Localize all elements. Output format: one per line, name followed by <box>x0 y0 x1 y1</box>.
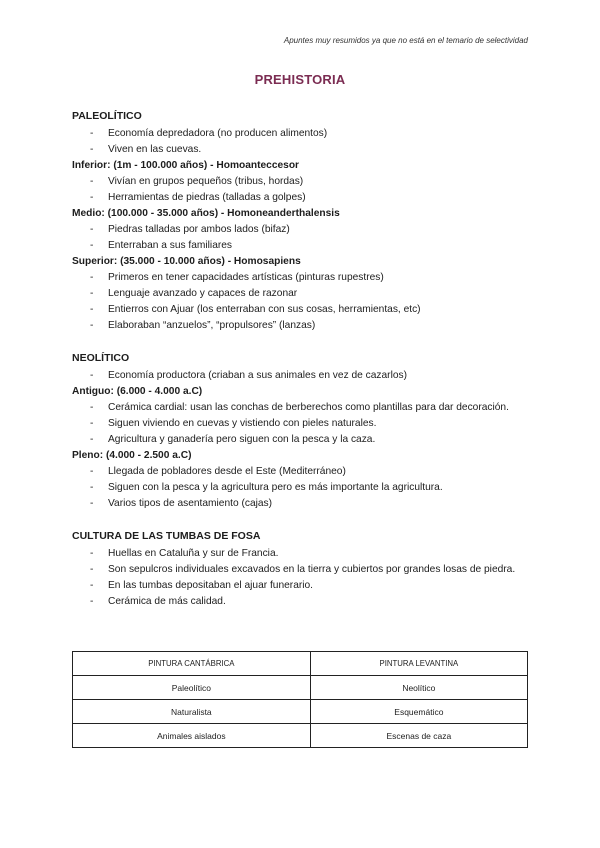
list-item: - Siguen viviendo en cuevas y vistiendo con pieles naturales. <box>72 416 528 432</box>
header-note: Apuntes muy resumidos ya que no está en el temario de selectividad <box>283 36 528 45</box>
list-item: - Piedras talladas por ambos lados (bifaz) <box>72 222 528 238</box>
list-item: - Siguen con la pesca y la agricultura pero es más importante la agricultura. <box>72 480 528 496</box>
list-item: - Primeros en tener capacidades artísticas (pinturas rupestres) <box>72 270 528 286</box>
table-header-cell: PINTURA LEVANTINA <box>310 652 527 676</box>
list-item: - Cerámica cardial: usan las conchas de berberechos como plantillas para dar decoración. <box>72 400 528 416</box>
subperiod-label: Inferior: (1m - 100.000 años) - Homoanteccesor <box>72 160 300 171</box>
table-cell: Esquemático <box>310 700 527 724</box>
table-header-cell: PINTURA CANTÁBRICA <box>73 652 311 676</box>
subperiod-label: Antiguo: (6.000 - 4.000 a.C) <box>72 386 203 397</box>
table-cell: Animales aislados <box>73 724 311 748</box>
bullet-list <box>72 126 528 158</box>
table-row <box>73 676 528 700</box>
section-tumbas-de-fosa <box>72 526 528 610</box>
subperiod-label: Superior: (35.000 - 10.000 años) - Homosapiens <box>72 256 301 267</box>
list-item: - Huellas en Cataluña y sur de Francia. <box>72 546 528 562</box>
bullet-list <box>72 174 528 206</box>
document-body <box>72 106 528 624</box>
section-neolitico <box>72 348 528 512</box>
list-item: - Cerámica de más calidad. <box>72 594 528 610</box>
list-item: - Economía productora (criaban a sus animales en vez de cazarlos) <box>72 368 528 384</box>
table-row <box>73 724 528 748</box>
list-item: - Llegada de pobladores desde el Este (Mediterráneo) <box>72 464 528 480</box>
table-header-row <box>73 652 528 676</box>
bullet-list <box>72 270 528 334</box>
list-item: - Economía depredadora (no producen alimentos) <box>72 126 528 142</box>
bullet-list <box>72 464 528 512</box>
comparison-table <box>72 651 528 748</box>
page-title: PREHISTORIA <box>254 72 346 87</box>
list-item: - Entierros con Ajuar (los enterraban con sus cosas, herramientas, etc) <box>72 302 528 318</box>
list-item: - Elaboraban “anzuelos”, “propulsores” (lanzas) <box>72 318 528 334</box>
bullet-list <box>72 546 528 610</box>
list-item: - Enterraban a sus familiares <box>72 238 528 254</box>
list-item: - Son sepulcros individuales excavados en la tierra y cubiertos por grandes losas de piedra. <box>72 562 528 578</box>
table-cell: Neolítico <box>310 676 527 700</box>
table-row <box>73 700 528 724</box>
list-item: - Viven en las cuevas. <box>72 142 528 158</box>
list-item: - Herramientas de piedras (talladas a golpes) <box>72 190 528 206</box>
bullet-list <box>72 400 528 448</box>
subperiod-label: Medio: (100.000 - 35.000 años) - Homoneanderthalensis <box>72 208 340 219</box>
bullet-list <box>72 222 528 254</box>
bullet-list <box>72 368 528 384</box>
section-heading: CULTURA DE LAS TUMBAS DE FOSA <box>72 530 261 542</box>
table-cell: Paleolítico <box>73 676 311 700</box>
list-item: - Varios tipos de asentamiento (cajas) <box>72 496 528 512</box>
table-cell: Naturalista <box>73 700 311 724</box>
section-paleolitico <box>72 106 528 334</box>
list-item: - Agricultura y ganadería pero siguen con la pesca y la caza. <box>72 432 528 448</box>
section-heading: NEOLÍTICO <box>72 352 130 364</box>
subperiod-label: Pleno: (4.000 - 2.500 a.C) <box>72 450 192 461</box>
table-cell: Escenas de caza <box>310 724 527 748</box>
list-item: - Vivían en grupos pequeños (tribus, hordas) <box>72 174 528 190</box>
list-item: - En las tumbas depositaban el ajuar funerario. <box>72 578 528 594</box>
section-heading: PALEOLÍTICO <box>72 110 142 122</box>
list-item: - Lenguaje avanzado y capaces de razonar <box>72 286 528 302</box>
